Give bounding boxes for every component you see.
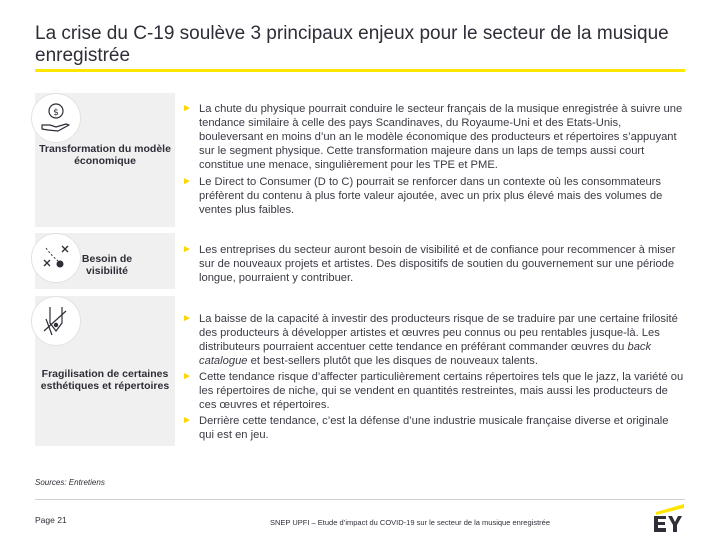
bullet-arrow-icon: ►: [182, 415, 192, 426]
bullet-item: ► La chute du physique pourrait conduire le secteur français de la musique enregistrée à suivre une tendance similaire à celle des pays Scandinaves, du Royaume-Uni et des Etats-Unis, bouleversant en moins d’un an le modèle économique des producteurs et répertoires s’appuyant sur le segment physique. Cette transformation majeure dans un laps de temps aussi court constitue une menace, singulièrement pour les TPE et PME.: [182, 103, 683, 171]
section-bullets-economic-model: [182, 102, 686, 217]
section-label: Besoin de visibilité: [81, 253, 133, 277]
section-bullets-fragility: [182, 312, 686, 442]
ey-logo: [650, 502, 686, 539]
footer-caption: SNEP UPFI – Etude d’impact du COVID-19 sur le secteur de la musique enregistrée: [270, 518, 550, 527]
svg-text:$: $: [53, 108, 59, 118]
bullet-item: ► Les entreprises du secteur auront besoin de visibilité et de confiance pour recommencer à miser sur de nouveaux projets et artistes. Des dispositifs de soutien du gouvernement sur une période longue, pourraient y contribuer.: [182, 244, 676, 284]
sources-note: Sources: Entretiens: [35, 478, 105, 487]
bullet-arrow-icon: ►: [182, 244, 192, 255]
bullet-item: ► Le Direct to Consumer (D to C) pourrait se renforcer dans un contexte où les consommateurs préfèrent du contenu à plus forte valeur ajoutée, avec un prix plus élevé mais des volumes de ventes plus faibles.: [182, 176, 663, 216]
section-card-economic-model: [35, 93, 175, 227]
money-hand-icon: [31, 93, 81, 143]
bullet-arrow-icon: ►: [182, 176, 192, 187]
bullet-arrow-icon: ►: [182, 371, 192, 382]
bullet-arrow-icon: ►: [182, 103, 192, 114]
bullet-item: ► Derrière cette tendance, c’est la défense d’une industrie musicale française diverse et originale qui est en jeu.: [182, 415, 669, 441]
section-card-fragility: [35, 296, 175, 446]
section-bullets-visibility: [182, 243, 686, 285]
section-label: Fragilisation de certaines esthétiques et répertoires: [40, 368, 170, 392]
bullet-item: ► La baisse de la capacité à investir des producteurs risque de se traduire par une certaine frilosité des producteurs à développer artistes et œuvres peu connus ou peu rentables jusque-là. Les distributeurs pourraient accentuer cette tendance en préférant commander œuvres du back catalogue et best-sellers plutôt que les disques de nouveaux talents.: [182, 313, 678, 367]
broken-tools-icon: [31, 296, 81, 346]
section-label: Transformation du modèle économique: [39, 143, 171, 167]
bullet-item: ► Cette tendance risque d’affecter particulièrement certains répertoires tels que le jazz, la variété ou les répertoires de niche, qui se vendent en quantités restreintes, mais aussi les producteurs de ces œuvres et répertoires.: [182, 371, 684, 411]
page-number: Page 21: [35, 515, 67, 525]
section-card-visibility: [35, 233, 175, 289]
bullet-arrow-icon: ►: [182, 313, 192, 324]
footer-divider: [35, 499, 685, 500]
page-title: La crise du C-19 soulève 3 principaux enjeux pour le secteur de la musique enregistrée: [35, 23, 669, 66]
title-underline: [35, 69, 685, 72]
